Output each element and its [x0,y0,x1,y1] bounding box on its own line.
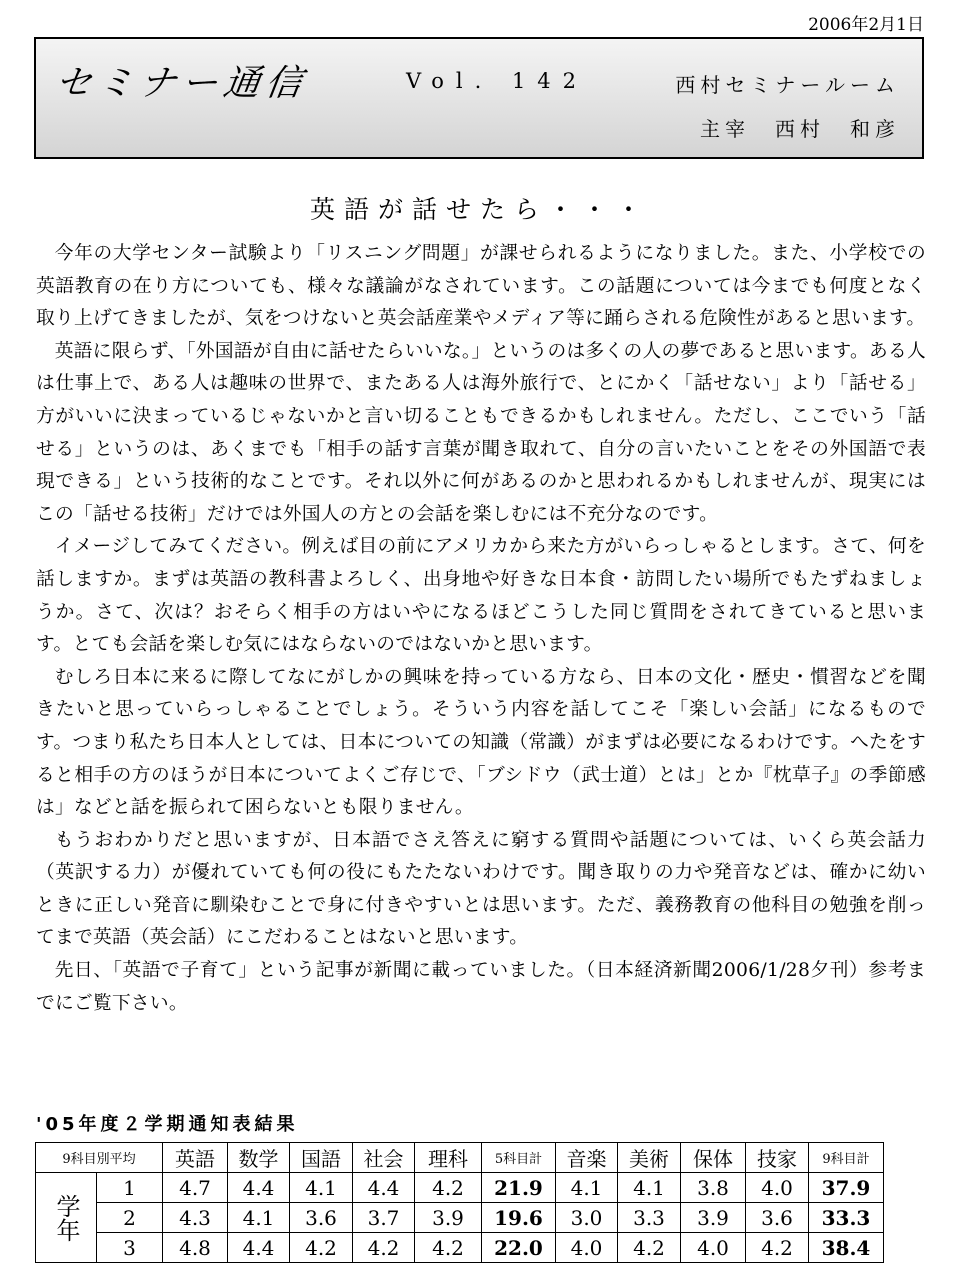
table-cell: 3.9 [415,1203,482,1233]
table-cell: 4.7 [163,1173,228,1203]
table-cell: 4.2 [290,1233,353,1263]
paragraph: 英語に限らず、「外国語が自由に話せたらいいな。」というのは多くの人の夢であると思います。ある人は仕事上で、ある人は趣味の世界で、またある人は海外旅行で、とにかく「話せない」より「話せる」方がいいに決まっているじゃないかと言い切ることもできるかもしれません。ただし、ここでいう「話せる」というのは、あくまでも「相手の話す言葉が聞き取れて、自分の言いたいことをその外国語で表現できる」という技術的なことです。それ以外に何があるのかと思われるかもしれませんが、現実にはこの「話せる技術」だけでは外国人の方との会話を楽しむには不充分なのです。 [36,340,926,525]
paragraph: もうおわかりだと思いますが、日本語でさえ答えに窮する質問や話題については、いくら英会話力（英訳する力）が優れていても何の役にもたたないわけです。聞き取りの力や発音などは、確かに幼いときに正しい発音に馴染むことで身に付きやすいとは思います。ただ、義務教育の他科目の勉強を削ってまで英語（英会話）にこだわることはないと思います。 [36,829,926,949]
table-cell: 3.8 [681,1173,746,1203]
table-header-row [36,1143,884,1173]
table-cell: 3.9 [681,1203,746,1233]
table-cell: 4.1 [618,1173,681,1203]
column-header: 音楽 [556,1143,618,1173]
table-cell: 3.0 [556,1203,618,1233]
table-cell: 4.2 [746,1233,809,1263]
paragraph: 先日、「英語で子育て」という記事が新聞に載っていました。（日本経済新聞2006/1/28夕刊）参考までにご覧下さい。 [36,960,926,1014]
column-header: 英語 [163,1143,228,1173]
table-cell: 4.4 [228,1173,290,1203]
column-header: 数学 [228,1143,290,1173]
column-header: 美術 [618,1143,681,1173]
table-cell-total: 19.6 [482,1203,556,1233]
table-cell: 3.6 [746,1203,809,1233]
volume-number: Vol. 142 [406,69,589,93]
table-cell: 4.0 [746,1173,809,1203]
article-title: 英語が話せたら・・・ [309,195,650,224]
table-row [36,1233,884,1263]
paragraph: イメージしてみてください。例えば目の前にアメリカから来た方がいらっしゃるとします。さて、何を話しますか。まずは英語の教科書よろしく、出身地や好きな日本食・訪問したい場所でもたずねましょうか。さて、次は？おそらく相手の方はいやになるほどこうした同じ質問をされてきていると思います。とても会話を楽しむ気にはならないのではないかと思います。 [36,536,926,656]
column-header: 5科目計 [482,1143,556,1173]
column-header: 9科目計 [809,1143,884,1173]
table-cell: 4.4 [353,1173,415,1203]
grade-label: 2 [97,1203,163,1233]
newsletter-title: セミナー通信 [52,63,311,104]
grade-label: 1 [97,1173,163,1203]
table-cell-total: 37.9 [809,1173,884,1203]
row-group-label: 学年 [36,1173,97,1263]
table-row [36,1173,884,1203]
paragraph: 今年の大学センター試験より「リスニング問題」が課せられるようになりました。また、小学校での英語教育の在り方についても、様々な議論がなされています。この話題については今までも何度となく取り上げてきましたが、気をつけないと英会話産業やメディア等に踊らされる危険性があると思います。 [36,243,926,330]
organization-name: 西村セミナールーム [675,73,900,97]
table-row [36,1203,884,1233]
column-header: 国語 [290,1143,353,1173]
grade-label: 3 [97,1233,163,1263]
table-cell: 4.0 [556,1233,618,1263]
table-cell: 3.6 [290,1203,353,1233]
table-corner-label: 9科目別平均 [36,1143,163,1173]
table-cell: 4.1 [228,1203,290,1233]
issue-date: 2006年2月1日 [808,15,924,35]
paragraph: むしろ日本に来るに際してなにがしかの興味を持っている方なら、日本の文化・歴史・慣習などを聞きたいと思っていらっしゃることでしょう。そういう内容を話してこそ「楽しい会話」になるものです。つまり私たち日本人としては、日本についての知識（常識）がまずは必要になるわけです。へたをすると相手の方のほうが日本についてよくご存じで、「ブシドウ（武士道）とは」とか『枕草子』の季節感は」などと話を振られて困らないとも限りません。 [36,666,926,819]
newsletter-header [34,37,924,159]
table-cell: 4.2 [415,1173,482,1203]
table-cell-total: 33.3 [809,1203,884,1233]
article-body [36,238,926,1020]
table-cell: 4.8 [163,1233,228,1263]
table-cell: 3.7 [353,1203,415,1233]
column-header: 技家 [746,1143,809,1173]
table-cell: 4.1 [290,1173,353,1203]
column-header: 理科 [415,1143,482,1173]
table-cell-total: 21.9 [482,1173,556,1203]
table-cell-total: 38.4 [809,1233,884,1263]
column-header: 保体 [681,1143,746,1173]
table-cell: 4.2 [618,1233,681,1263]
table-cell: 4.1 [556,1173,618,1203]
table-cell: 4.2 [353,1233,415,1263]
table-cell: 3.3 [618,1203,681,1233]
table-cell: 4.3 [163,1203,228,1233]
table-cell: 4.4 [228,1233,290,1263]
grades-table [35,1142,884,1263]
table-cell-total: 22.0 [482,1233,556,1263]
table-cell: 4.0 [681,1233,746,1263]
owner-name: 主宰 西村 和彦 [700,117,900,141]
grades-table-caption: '05年度２学期通知表結果 [36,1114,299,1135]
table-cell: 4.2 [415,1233,482,1263]
column-header: 社会 [353,1143,415,1173]
